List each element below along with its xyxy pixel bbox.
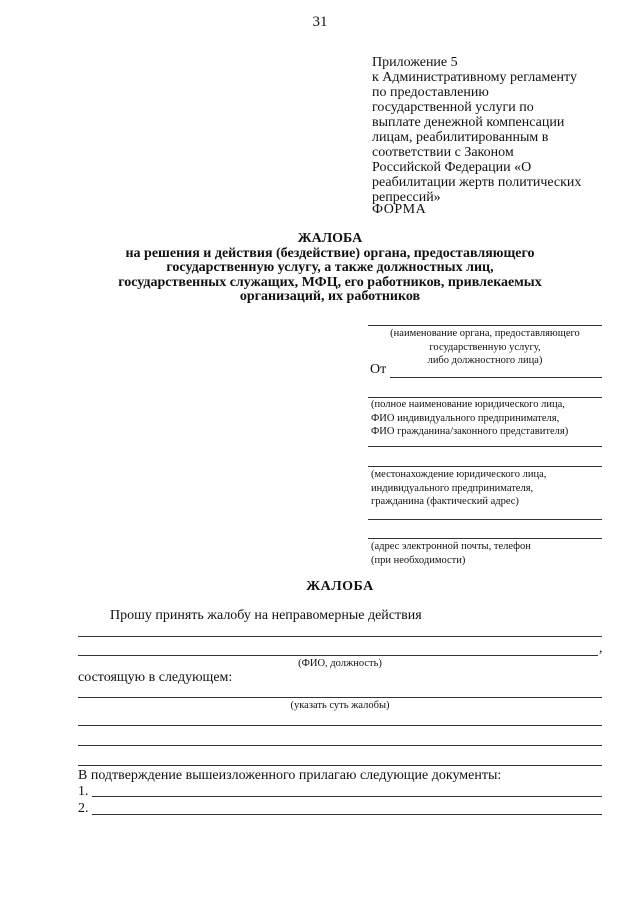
comma: , <box>599 641 603 656</box>
title-line: государственную услугу, а также должностных лиц, <box>166 260 494 275</box>
appendix-block <box>372 55 612 205</box>
caption-line: (наименование органа, предоставляющего <box>390 328 580 339</box>
consisting-label: состоящую в следующем: <box>78 670 233 685</box>
caption-line: индивидуального предпринимателя, <box>371 482 534 494</box>
complaint-heading: ЖАЛОБА <box>306 579 374 594</box>
essence-line[interactable] <box>78 765 602 766</box>
page-number: 31 <box>312 14 328 30</box>
essence-line[interactable] <box>78 745 602 746</box>
caption-line: (при необходимости) <box>371 554 466 566</box>
blank-line[interactable] <box>368 446 602 447</box>
title-line: на решения и действия (бездействие) органа, предоставляющего <box>125 245 535 261</box>
organ-caption <box>368 327 602 368</box>
appendix-line: выплате денежной компенсации <box>372 115 565 130</box>
location-caption <box>371 468 605 509</box>
appendix-line: лицам, реабилитированным в <box>372 130 549 145</box>
title-line: организаций, их работников <box>239 289 421 304</box>
essence-line[interactable] <box>78 697 602 698</box>
caption-line: ФИО индивидуального предпринимателя, <box>371 412 560 424</box>
item-2-line[interactable] <box>92 814 602 815</box>
form-label: ФОРМА <box>372 202 427 217</box>
appendix-line: Приложение 5 <box>372 55 458 70</box>
applicant-caption <box>371 398 605 439</box>
essence-line[interactable] <box>78 725 602 726</box>
location-line[interactable] <box>368 466 602 467</box>
from-line[interactable] <box>390 377 602 378</box>
caption-line: либо должностного лица) <box>427 355 543 366</box>
item-1-label: 1. <box>78 784 89 799</box>
document-title <box>70 232 590 305</box>
appendix-line: реабилитации жертв политических <box>372 175 582 190</box>
title-heading: ЖАЛОБА <box>297 231 363 246</box>
appendix-line: по предоставлению <box>372 85 489 100</box>
attachments-text: В подтверждение вышеизложенного прилагаю следующие документы: <box>78 768 502 783</box>
contact-line[interactable] <box>368 538 602 539</box>
caption-line: ФИО гражданина/законного представителя) <box>371 426 569 437</box>
caption-line: государственную услугу, <box>429 341 541 353</box>
caption-line: (местонахождение юридического лица, <box>371 469 547 480</box>
appendix-line: Российской Федерации «О <box>372 160 532 175</box>
title-line: государственных служащих, МФЦ, его работников, привлекаемых <box>118 274 542 290</box>
caption-line: (полное наименование юридического лица, <box>371 399 565 410</box>
appendix-line: государственной услуги по <box>372 100 534 115</box>
organ-name-line[interactable] <box>368 325 602 326</box>
appendix-line: соответствии с Законом <box>372 145 514 160</box>
from-label: От <box>370 362 387 377</box>
essence-caption: (указать суть жалобы) <box>290 700 390 711</box>
caption-line: гражданина (фактический адрес) <box>371 496 519 507</box>
appendix-line: к Административному регламенту <box>372 70 577 85</box>
item-1-line[interactable] <box>92 796 602 797</box>
fio-caption: (ФИО, должность) <box>298 658 382 669</box>
appendix-line: репрессий» <box>372 190 441 205</box>
request-text: Прошу принять жалобу на неправомерные действия <box>110 608 422 623</box>
fio-line[interactable] <box>78 636 602 637</box>
fio-line[interactable] <box>78 655 598 656</box>
blank-line[interactable] <box>368 519 602 520</box>
caption-line: (адрес электронной почты, телефон <box>371 541 531 552</box>
item-2-label: 2. <box>78 801 89 816</box>
contact-caption <box>371 540 605 567</box>
